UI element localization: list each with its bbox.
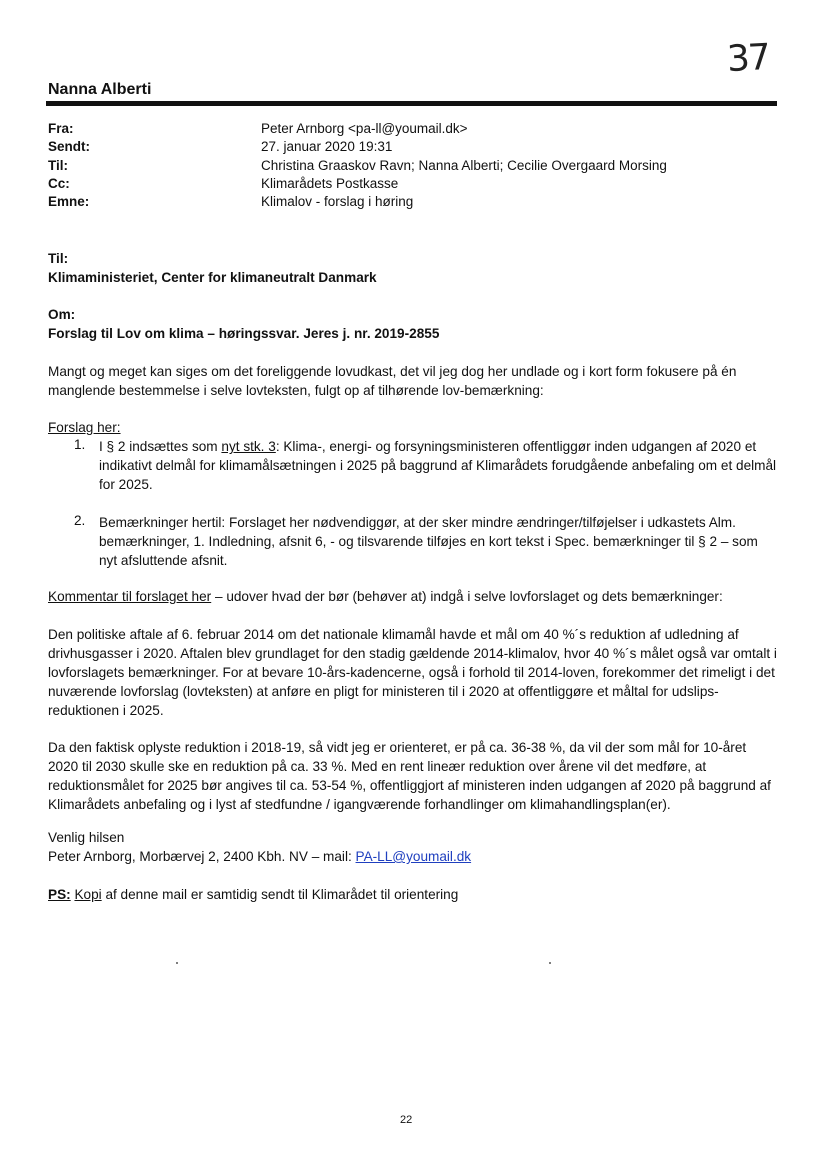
item1-text: : Klima-, energi- og forsyningsministeren offentliggør inden udgangen af 2020 et indikativt delmål for klimamålsætningen i 2025 på baggrund af Klimarådets forudgående anbefaling om et delmål for 2025. [99,439,777,492]
comment-rest: – udover hvad der bør (behøver at) indgå i selve lovforslaget og dets bemærkninger: [211,589,723,604]
list-item-2: Bemærkninger hertil: Forslaget her nødvendiggør, at der sker mindre ændringer/tilføjelser i udkastets Alm. bemærkninger, 1. Indledning, afsnit 6, - og tilsvarende tilføjes en kort tekst i Spec. bemærkninger til § 2 – som nyt afsluttende afsnit. [99,515,758,568]
to-value: Christina Graaskov Ravn; Nanna Alberti; Cecilie Overgaard Morsing [261,158,667,173]
proposal-heading: Forslag her: [48,420,121,435]
page-number: 22 [400,1114,413,1126]
ps-copy: Kopi [74,887,102,902]
paragraph-1: Den politiske aftale af 6. februar 2014 om det nationale klimamål havde et mål om 40 %´s reduktion af udledning af drivhusgasser i 2020. Aftalen blev grundlaget for den stadig gældende 2014-klimalov, hvor 40 %´s målet også var omtalt i lovforslagets bemærkninger. For at bevare 10-års-kadencerne, også i forhold til 2014-loven, forekommer det rimeligt i det nuværende lovforslag (lovteksten) at anføre en pligt for ministeren til i 2020 at offentliggøre et måltal for udslips-reduktionen i 2025. [48,627,777,718]
intro-paragraph: Mangt og meget kan siges om det foreliggende lovudkast, det vil jeg dog her undlade og i kort form fokusere på én manglende bestemmelse i selve lovteksten, fulgt op af tilhørende lov-bemærkning: [48,364,737,398]
handwritten-page-number: 37 [725,36,770,81]
body-recipient: Klimaministeriet, Center for klimaneutralt Danmark [48,270,377,285]
postscript [48,885,778,904]
scan-speck [176,962,178,964]
subject-value: Klimalov - forslag i høring [261,194,414,209]
list-item-1 [99,437,779,494]
from-value: Peter Arnborg <pa-ll@youmail.dk> [261,121,468,136]
from-label: Fra: [48,121,74,136]
subject-label: Emne: [48,194,90,209]
sent-value: 27. januar 2020 19:31 [261,139,393,154]
sender-details: Peter Arnborg, Morbærvej 2, 2400 Kbh. NV – mail: [48,849,356,864]
header-rule [46,101,777,106]
sender-email-link[interactable]: PA-LL@youmail.dk [355,849,472,864]
cc-value: Klimarådets Postkasse [261,176,399,191]
item1-prefix: I § 2 indsættes som [99,439,222,454]
to-label: Til: [48,158,68,173]
item1-new-section: nyt stk. 3 [221,439,276,454]
body-to-label: Til: [48,251,69,266]
list-number-1: 1. [74,437,86,452]
mailbox-owner: Nanna Alberti [48,81,152,98]
body-subject: Forslag til Lov om klima – høringssvar. Jeres j. nr. 2019-2855 [48,326,440,341]
scan-speck [549,962,551,964]
body-about-label: Om: [48,307,76,322]
cc-label: Cc: [48,176,70,191]
paragraph-2: Da den faktisk oplyste reduktion i 2018-19, så vidt jeg er orienteret, er på ca. 36-38 %, da vil der som mål for 10-året 2020 til 2030 skulle ske en reduktion på ca. 33 %. Med en rent lineær reduktion over årene vil det medføre, at reduktionsmålet for 2025 bør angives til ca. 53-54 %, offentliggjort af ministeren inden udgangen af 2020 på baggrund af Klimarådets anbefaling og i lyst af stedfundne / igangværende forhandlinger om klimahandlingsplan(er). [48,740,771,812]
comment-heading: Kommentar til forslaget her [48,589,212,604]
greeting: Venlig hilsen [48,830,125,845]
sent-label: Sendt: [48,139,90,154]
comment-line [48,587,778,606]
signature [48,847,778,866]
list-number-2: 2. [74,513,86,528]
ps-text: af denne mail er samtidig sendt til Klimarådet til orientering [101,887,459,902]
ps-label: PS: [48,887,71,902]
